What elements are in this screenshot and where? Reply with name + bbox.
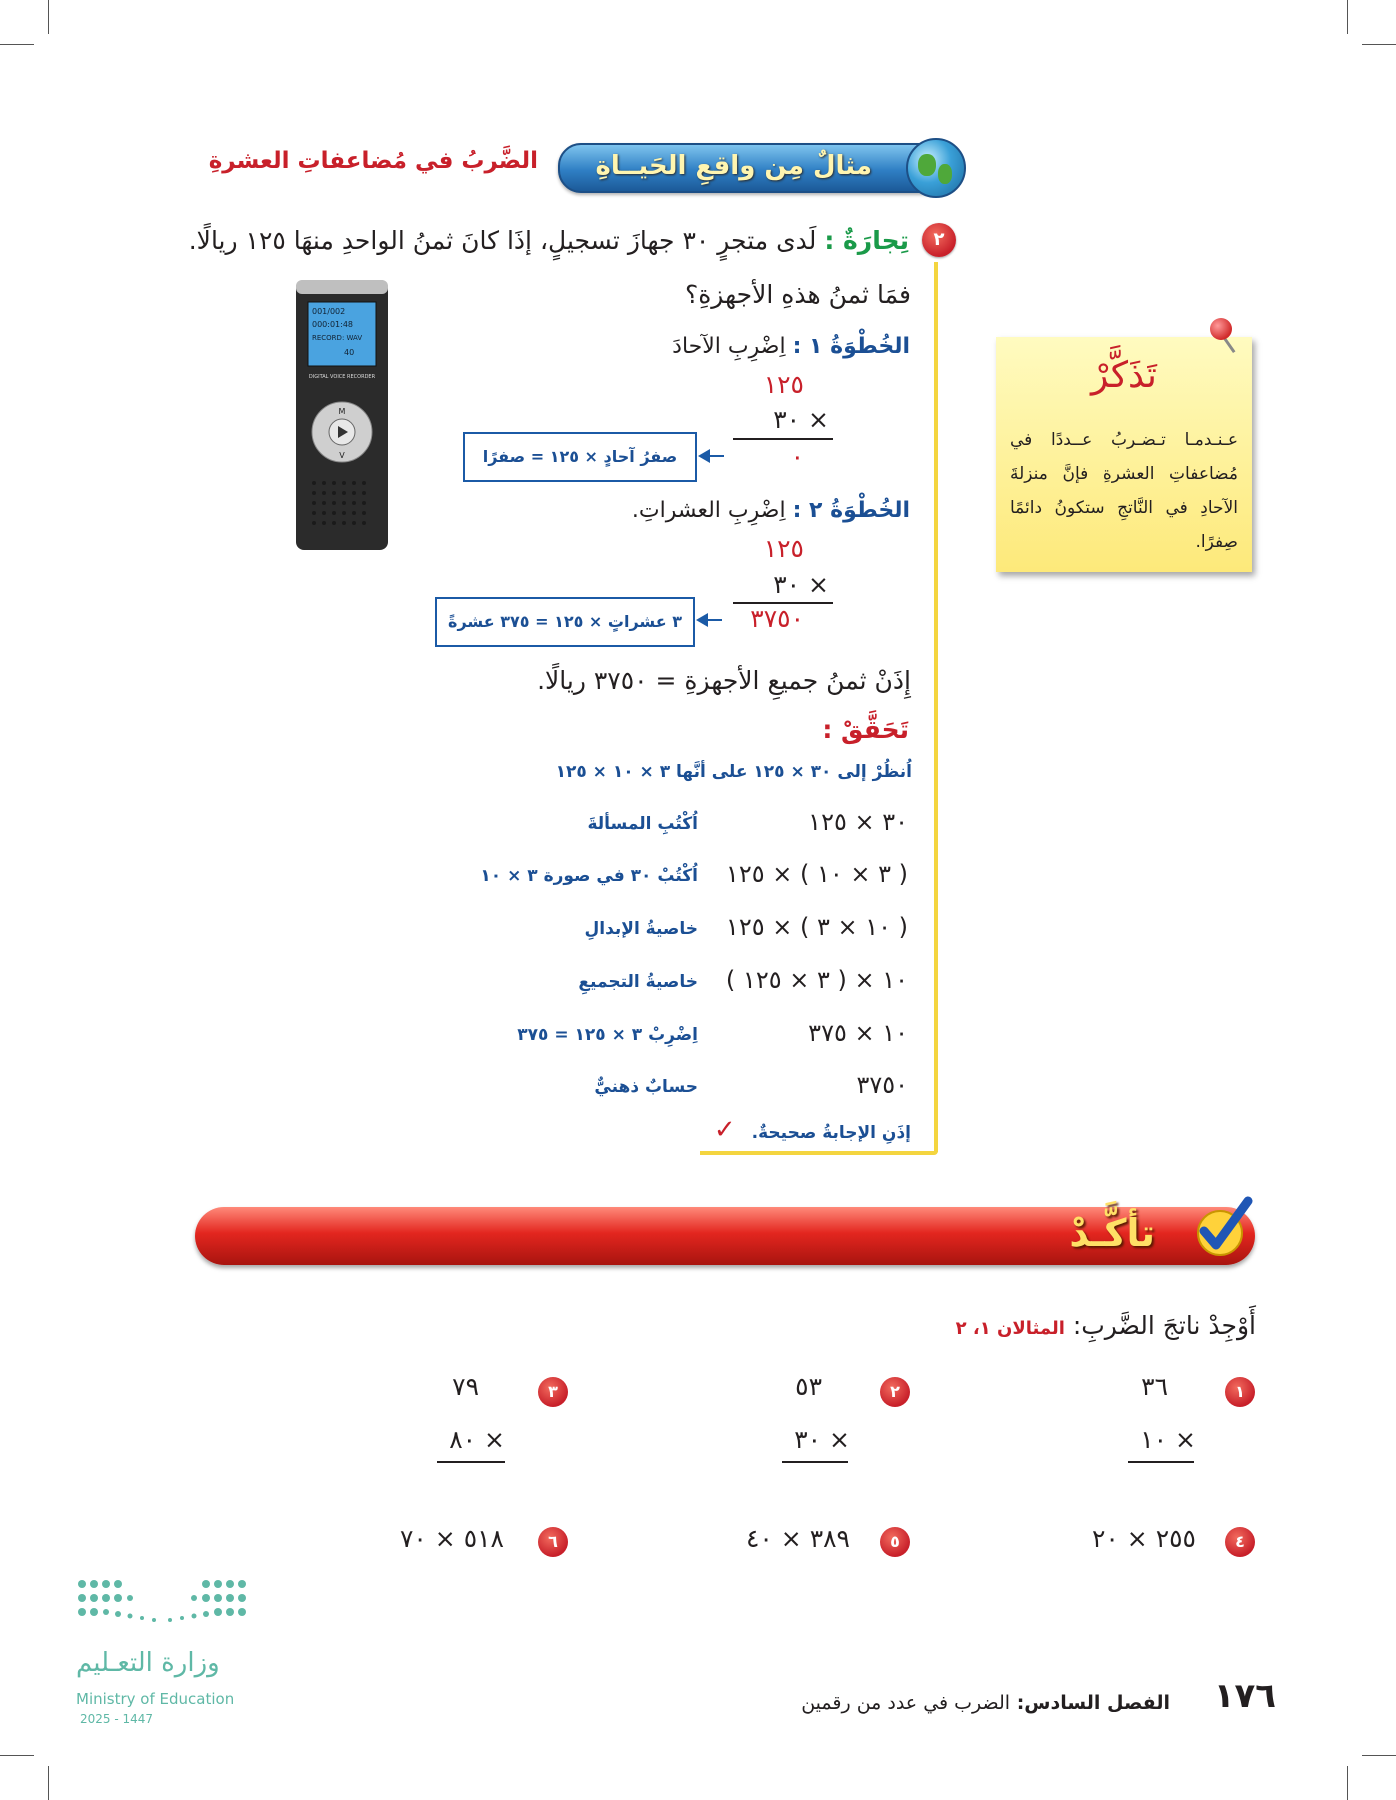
check-row-reason: اُكْتُبِ المسألةَ: [587, 814, 698, 834]
check-row-reason: اِضْرِبْ ٣ × ١٢٥ = ٣٧٥: [517, 1025, 698, 1045]
instruction-text: أَوْجِدْ ناتجَ الضَّربِ:: [1072, 1311, 1256, 1340]
exercise-number: ٥: [880, 1527, 910, 1557]
check-row-expr: ( ١٠ × ٣ ) × ١٢٥: [725, 913, 908, 941]
screen-line-4: 40: [344, 348, 355, 357]
step2-multiplier: × ٣٠: [773, 570, 829, 599]
practice-banner: [195, 1207, 1255, 1265]
exercise-rule: [1128, 1461, 1194, 1463]
exercise-bottom: × ٣٠: [794, 1425, 850, 1454]
step2-note-box: ٣ عشراتٍ × ١٢٥ = ٣٧٥ عشرةً: [435, 597, 695, 647]
exercise-rule: [782, 1461, 848, 1463]
step1-text: اِضْرِبِ الآحادَ: [672, 334, 786, 359]
checkmark-icon: [1190, 1195, 1254, 1259]
crop-mark: [1362, 1755, 1396, 1756]
practice-instruction: [956, 1311, 1256, 1340]
exercise-bottom: × ١٠: [1140, 1425, 1196, 1454]
exercise-top: ٣٦: [1141, 1372, 1168, 1401]
example-number: ٢: [922, 223, 956, 257]
step2-multiplicand: ١٢٥: [763, 534, 804, 563]
page-number: ١٧٦: [1213, 1676, 1276, 1716]
step1-label: الخُطْوَةُ ١ :: [792, 334, 910, 359]
step2-text: اِضْرِبِ العشراتِ.: [631, 498, 786, 523]
exercise-number: ٣: [538, 1377, 568, 1407]
practice-title: تأكَّـدْ: [1069, 1211, 1155, 1255]
remember-title: تَذَكَّرْ: [1091, 355, 1157, 396]
conclusion: إِذَنْ ثمنُ جميعِ الأجهزةِ = ٣٧٥٠ ريالًا.: [537, 666, 911, 695]
banner-title: مثالٌ مِن واقعِ الحَيــاةِ: [595, 151, 872, 181]
remember-body: عـنـدمـا تـضـربُ عــددًا في مُضاعفاتِ العشرةِ فإنَّ منزلةَ الآحادِ في النَّاتجِ ستكونُ دائمًا صِفرًا.: [1010, 430, 1238, 552]
check-row-reason: خاصيةُ الإبدالِ: [584, 919, 698, 939]
lesson-subtitle: الضَّربُ في مُضاعفاتِ العشرةِ: [208, 148, 538, 174]
check-row-expr: ٣٧٥٠: [856, 1071, 908, 1099]
globe-icon: [906, 138, 966, 198]
device-label: DIGITAL VOICE RECORDER: [308, 374, 376, 380]
crop-mark: [1347, 0, 1348, 34]
voice-recorder-image: [294, 278, 390, 552]
crop-mark: [1347, 1766, 1348, 1800]
exercise-top: ٧٩: [452, 1372, 479, 1401]
step2-result: ٣٧٥٠: [750, 604, 804, 633]
exercise-expression: ٢٥٥ × ٢٠: [1092, 1524, 1196, 1553]
step1: [672, 334, 910, 359]
exercise-bottom: × ٨٠: [449, 1425, 505, 1454]
problem-line1: لَدى متجرٍ ٣٠ جهازَ تسجيلٍ، إذَا كانَ ثمنُ الواحدِ منهَا ١٢٥ ريالًا.: [188, 226, 817, 255]
crop-mark: [0, 1755, 34, 1756]
step2-label: الخُطْوَةُ ٢ :: [792, 498, 910, 523]
step1-rule: [733, 438, 833, 440]
problem-text: [189, 226, 909, 255]
crop-mark: [1362, 44, 1396, 45]
example-topic: تِجارَةٌ :: [824, 226, 909, 255]
example-banner: [558, 143, 954, 193]
exercise-rule: [437, 1461, 505, 1463]
crop-mark: [0, 44, 34, 45]
example-frame-right: [934, 262, 938, 1152]
chapter-info: [801, 1692, 1170, 1714]
ministry-logo-icon: [76, 1578, 248, 1636]
exercise-number: ١: [1225, 1377, 1255, 1407]
step1-note-box: صفرُ آحادٍ × ١٢٥ = صفرًا: [463, 432, 697, 482]
device-button-v: V: [339, 451, 345, 460]
chapter-title: الضرب في عدد من رقمين: [801, 1692, 1011, 1714]
check-mark-icon: ✓: [713, 1115, 736, 1145]
crop-mark: [48, 1766, 49, 1800]
screen-line-1: 001/002: [312, 307, 346, 316]
screen-line-3: RECORD: WAV: [312, 334, 363, 342]
check-row-expr: ( ٣ × ١٠ ) × ١٢٥: [725, 860, 908, 888]
exercise-expression: ٥١٨ × ٧٠: [400, 1524, 504, 1553]
remember-note: [996, 337, 1252, 572]
device-button-m: M: [338, 407, 346, 416]
exercise-number: ٦: [538, 1527, 568, 1557]
check-row-reason: حسابٌ ذهنيٌّ: [594, 1077, 698, 1097]
step1-result: ٠: [790, 442, 804, 471]
ministry-year: 2025 - 1447: [80, 1712, 154, 1726]
exercise-number: ٢: [880, 1377, 910, 1407]
pushpin-icon: [1210, 318, 1232, 340]
exercise-top: ٥٣: [795, 1372, 822, 1401]
step1-multiplicand: ١٢٥: [763, 370, 804, 399]
check-final: [714, 1115, 911, 1145]
exercise-expression: ٣٨٩ × ٤٠: [746, 1524, 850, 1553]
ministry-name-ar: وزارة التعـليم: [76, 1648, 220, 1678]
example-frame-bottom: [700, 1151, 938, 1155]
step2-arrow: [698, 619, 722, 621]
crop-mark: [48, 0, 49, 34]
chapter-label: الفصل السادس:: [1016, 1692, 1170, 1714]
screen-line-2: 000:01:48: [312, 320, 354, 329]
exercise-number: ٤: [1225, 1527, 1255, 1557]
check-row-reason: اُكْتُبْ ٣٠ في صورة ٣ × ١٠: [480, 866, 698, 886]
step1-arrow: [700, 455, 724, 457]
check-row-reason: خاصيةُ التجميعِ: [578, 972, 698, 992]
instruction-reference: المثالان ١، ٢: [955, 1318, 1065, 1339]
check-row-expr: ١٠ × ( ٣ × ١٢٥ ): [725, 966, 908, 994]
step2: [632, 498, 910, 523]
check-final-text: إذَنِ الإجابةُ صحيحةٌ.: [751, 1123, 911, 1143]
check-intro: اُنظُرْ إلى ٣٠ × ١٢٥ على أنَّها ٣ × ١٠ × ١٢٥: [555, 762, 912, 782]
check-title: تَحَقَّقْ :: [822, 715, 909, 744]
check-row-expr: ١٠ × ٣٧٥: [808, 1019, 908, 1047]
check-row-expr: ٣٠ × ١٢٥: [808, 808, 908, 836]
problem-question: فمَا ثمنُ هذهِ الأجهزةِ؟: [684, 280, 911, 309]
ministry-name-en: Ministry of Education: [76, 1690, 235, 1708]
step1-multiplier: × ٣٠: [773, 405, 829, 434]
